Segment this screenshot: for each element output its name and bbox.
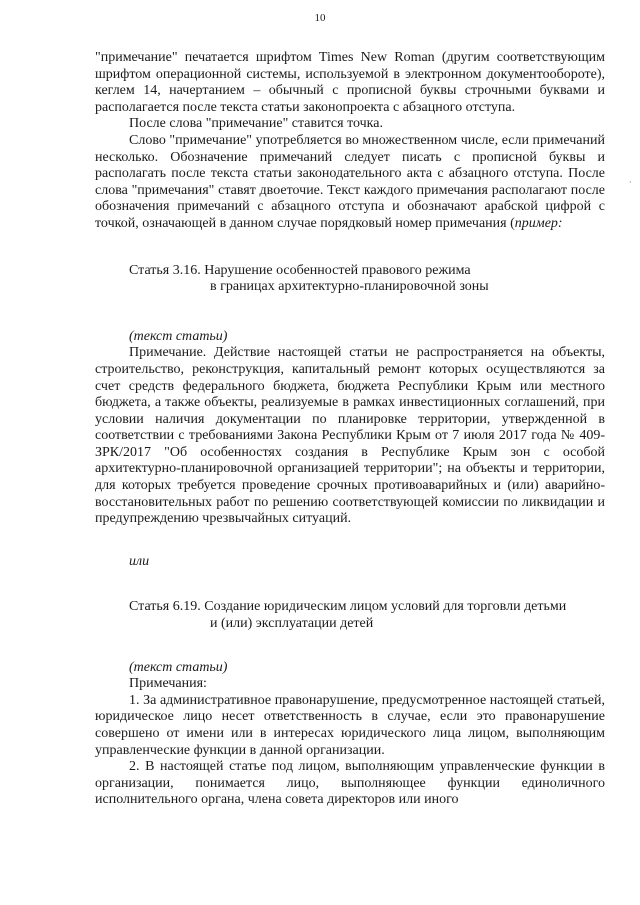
example-marker: пример: bbox=[514, 215, 563, 231]
article-heading-6-19 bbox=[129, 599, 589, 632]
margin-mark: · bbox=[629, 178, 632, 187]
body-text bbox=[95, 50, 605, 809]
article-heading-3-16-line2: в границах архитектурно-планировочной зоны bbox=[210, 279, 489, 295]
article-heading-3-16 bbox=[129, 263, 589, 296]
article-text-placeholder-1: (текст статьи) bbox=[129, 328, 228, 344]
note-single: Примечание. Действие настоящей статьи не распространяется на объекты, строительство, реконструкция, капитальный ремонт которых осуществляются за счет средств федерального бюджета, бюджета Республики Крым или местного бюджета, а также объекты, реализуемые в рамках инвестиционных соглашений, при условии наличия документации по планировке территории, утвержденной в соответствии с требованиями Закона Республики Крым от 7 июля 2017 года № 409-ЗРК/2017 "Об особенностях создания в Республике Крым зон с особой архитектурно-планировочной организацией территории"; на объекты и территории, для которых требуется проведение срочных противоаварийных и (или) аварийно-восстановительных работ по решению соответствующей комиссии по ликвидации и предупреждению чрезвычайных ситуаций. bbox=[95, 345, 605, 527]
note-item-2: 2. В настоящей статье под лицом, выполняющим управленческие функции в организации, понимается лицо, выполняющее функции единоличного исполнительного органа, члена совета директоров или иного bbox=[95, 759, 605, 808]
article-heading-6-19-line2: и (или) эксплуатации детей bbox=[210, 616, 374, 632]
article-heading-3-16-line1: Статья 3.16. Нарушение особенностей правового режима bbox=[129, 262, 471, 278]
or-separator: или bbox=[129, 553, 150, 569]
paragraph-plural-rule bbox=[95, 133, 605, 233]
article-heading-6-19-line1: Статья 6.19. Создание юридическим лицом условий для торговли детьми bbox=[129, 599, 567, 615]
notes-heading: Примечания: bbox=[129, 676, 207, 692]
article-text-placeholder-2: (текст статьи) bbox=[129, 659, 228, 675]
paragraph-plural-rule-text: Слово "примечание" употребляется во множественном числе, если примечаний несколько. Обозначение примечаний следует писать с прописной буквы и располагать после текста статьи законодательного акта с абзацного отступа. После слова "примечания" ставят двоеточие. Текст каждого примечания располагают после обозначения примечаний с абзацного отступа и обозначают арабской цифрой с точкой, означающей в данном случае порядковый номер примечания ( bbox=[95, 132, 605, 231]
note-item-1: 1. За административное правонарушение, предусмотренное настоящей статьей, юридическое лицо несет ответственность в случае, если это правонарушение совершено от имени или в интересах юридического лица лицом, выполняющим управленческие функции в данной организации. bbox=[95, 692, 605, 758]
paragraph-font-rule: "примечание" печатается шрифтом Times New Roman (другим соответствующим шрифтом операционной системы, используемой в электронном документообороте), кеглем 14, начертанием – обычный с прописной буквы строчными буквами и располагается после текста статьи законопроекта с абзацного отступа. bbox=[95, 50, 605, 115]
page-number: 10 bbox=[314, 12, 326, 24]
paragraph-period-rule: После слова "примечание" ставится точка. bbox=[129, 116, 383, 132]
